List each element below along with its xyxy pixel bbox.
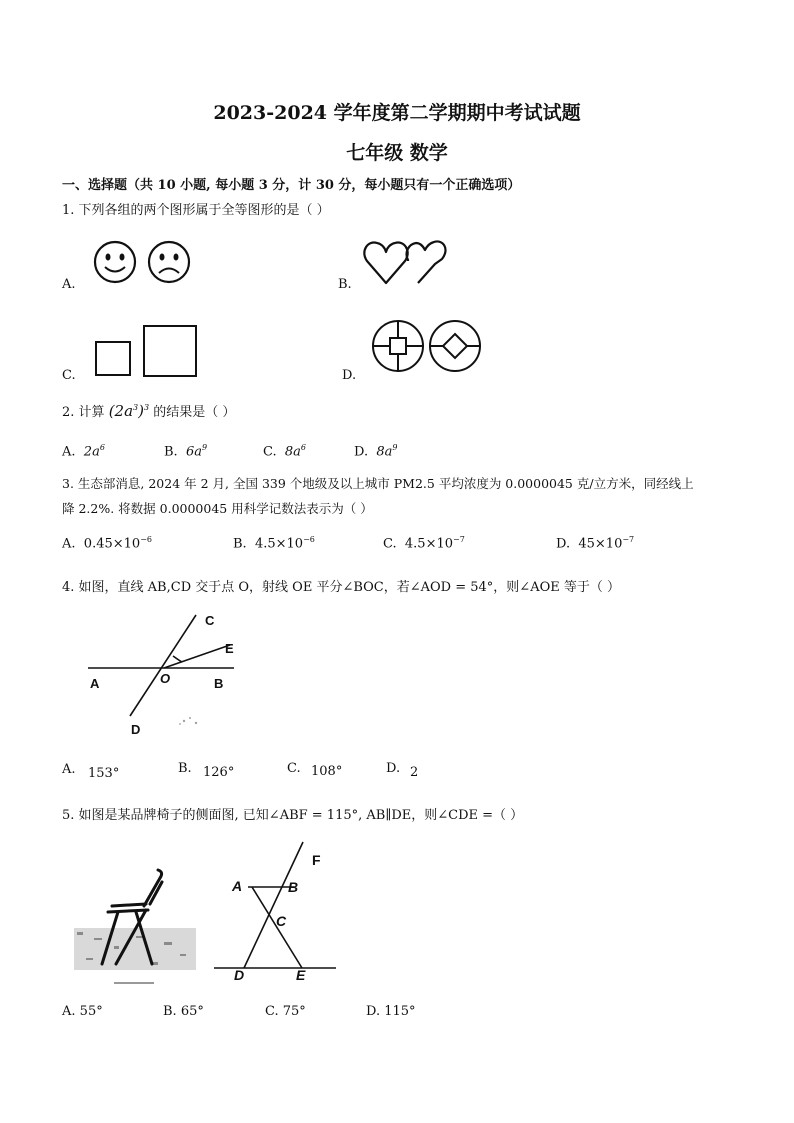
- coins-figure: [370, 318, 486, 376]
- q2-option-c: C. $8a^6$: [263, 443, 307, 460]
- q5-label-c: C: [276, 913, 287, 929]
- question-3-line1: 3. 生态部消息, 2024 年 2 月, 全国 339 个地级及以上城市 PM2.5 平均浓度为 0.0000045 克/立方米，同经线上: [62, 476, 694, 491]
- q3-option-b: B. $4.5\times 10^{-6}$: [233, 535, 315, 552]
- chair-photo: [74, 866, 198, 992]
- q2-option-d: D. $8a^9$: [354, 443, 398, 460]
- chair-diagram: [208, 836, 342, 990]
- question-2-stem: [62, 401, 235, 420]
- q2-stem-suffix: 的结果是（ ）: [153, 405, 236, 420]
- q4-option-d-value: 2: [410, 765, 419, 780]
- q4-label-o: O: [160, 671, 171, 686]
- q5-label-f: F: [312, 852, 321, 868]
- q5-option-b: B. 65°: [163, 1004, 204, 1019]
- q4-label-e: E: [225, 641, 234, 656]
- q1-option-c-label: C.: [62, 368, 76, 383]
- question-5-stem: 5. 如图是某品牌椅子的侧面图, 已知∠ABF = 115°, AB∥DE，则∠CDE =（ ）: [62, 808, 524, 823]
- q5-option-d: D. 115°: [366, 1004, 416, 1019]
- q4-option-c-value: 108°: [311, 764, 343, 779]
- q5-option-a: A. 55°: [62, 1004, 103, 1019]
- q5-option-c: C. 75°: [265, 1004, 306, 1019]
- intersecting-lines-figure: [84, 606, 254, 742]
- q2-option-a: A. $2a^6$: [62, 443, 105, 460]
- question-4-stem: 4. 如图，直线 AB,CD 交于点 O，射线 OE 平分∠BOC，若∠AOD = 54°，则∠AOE 等于（ ）: [62, 580, 620, 595]
- q4-label-c: C: [205, 613, 215, 628]
- exam-subtitle: 七年级 数学: [346, 142, 448, 164]
- q2-stem-prefix: 2. 计算: [62, 405, 105, 420]
- q5-label-a: A: [232, 878, 243, 894]
- q3-option-c: C. $4.5\times 10^{-7}$: [383, 535, 465, 552]
- q4-label-b: B: [214, 676, 224, 691]
- q5-label-b: B: [288, 879, 299, 895]
- q2-expression: $(2a^3)^3$: [108, 402, 150, 420]
- q3-option-d: D. $45\times 10^{-7}$: [556, 535, 635, 552]
- q4-option-c-label: C.: [287, 761, 301, 776]
- q4-label-a: A: [90, 676, 100, 691]
- hearts-figure: [362, 237, 452, 289]
- smiley-faces-figure: [88, 238, 200, 288]
- q1-option-b-label: B.: [338, 277, 352, 292]
- q5-label-e: E: [296, 967, 306, 983]
- q1-option-d-label: D.: [342, 368, 357, 383]
- q4-option-a-value: 153°: [88, 766, 120, 781]
- q2-option-b: B. $6a^9$: [164, 443, 208, 460]
- q5-label-d: D: [234, 967, 245, 983]
- q4-label-d: D: [131, 722, 141, 737]
- q4-option-d-label: D.: [386, 761, 401, 776]
- squares-figure: [92, 323, 202, 379]
- q3-option-a: A. $0.45\times 10^{-6}$: [62, 535, 152, 552]
- exam-title: 2023-2024 学年度第二学期期中考试试题: [213, 102, 581, 124]
- section-heading: 一、选择题（共 10 小题, 每小题 3 分，计 30 分，每小题只有一个正确选项）: [62, 178, 521, 193]
- q4-option-b-value: 126°: [203, 765, 235, 780]
- q4-option-b-label: B.: [178, 761, 192, 776]
- question-1-stem: 1. 下列各组的两个图形属于全等图形的是（ ）: [62, 203, 330, 218]
- question-3-line2: 降 2.2%. 将数据 0.0000045 用科学记数法表示为（ ）: [62, 501, 373, 516]
- q1-option-a-label: A.: [62, 277, 76, 292]
- q4-option-a-label: A.: [62, 762, 76, 777]
